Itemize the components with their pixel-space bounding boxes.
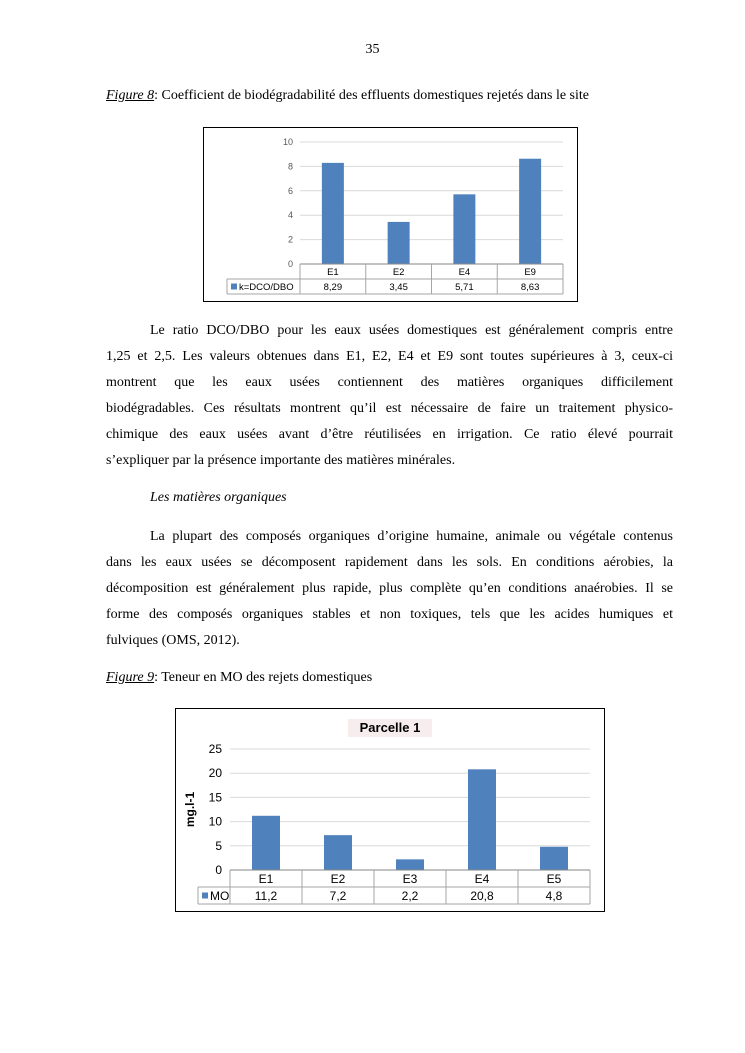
chart-title: Parcelle 1 [359,720,421,735]
bar [519,159,541,264]
figure-8-caption-text: : Coefficient de biodégradabilité des effluents domestiques rejetés dans le site [154,88,590,103]
data-label: 3,45 [389,282,408,293]
bar [322,163,344,264]
data-label: 11,2 [254,889,278,903]
paragraph-2-line [106,524,673,550]
bar [540,847,568,870]
subheading: Les matières organiques [150,490,287,505]
y-tick-label: 10 [282,137,293,147]
legend-key-icon [202,893,208,899]
y-tick-label: 0 [287,259,293,269]
paragraph-2-line: décomposition est généralement plus rapide, plus complète qu’en conditions anaérobies. Il se [106,581,673,596]
figure-8-caption [106,88,589,104]
chart-2 [176,709,604,911]
paragraph-2-line: forme des composés organiques stables et non toxiques, tels que les acides humiques et [106,607,673,622]
y-axis-label: mg.l-1 [183,791,197,828]
category-label: E2 [330,872,346,886]
y-tick-label: 15 [208,790,222,805]
paragraph-1-line-text: Le ratio DCO/DBO pour les eaux usées domestiques est généralement compris entre [150,323,673,338]
data-label: 20,8 [470,889,494,903]
y-tick-label: 6 [287,185,293,196]
bar [453,194,475,264]
data-label: 2,2 [401,889,419,903]
legend-label: k=DCO/DBO [239,282,294,293]
paragraph-1-line: biodégradables. Ces résultats montrent qu’il est nécessaire de faire un traitement physico- [106,401,673,416]
bar [388,222,410,264]
data-label: 4,8 [545,889,563,903]
bar [468,769,496,870]
figure-9-caption [106,670,372,686]
paragraph-1-line [106,318,673,344]
data-label: 8,29 [323,282,343,293]
category-label: E1 [327,267,339,278]
paragraph-1-line: s’expliquer par la présence importante des matières minérales. [106,453,456,468]
figure-9-caption-text: : Teneur en MO des rejets domestiques [154,670,373,685]
y-tick-label: 2 [287,234,293,245]
page-number: 35 [365,42,380,57]
y-tick-label: 8 [287,161,293,172]
y-tick-label: 25 [208,742,222,756]
paragraph-2-line: fulviques (OMS, 2012). [106,633,240,648]
paragraph-1-line: montrent que les eaux usées contiennent des matières organiques difficilement [106,375,673,390]
paragraph-1 [106,318,673,474]
data-label: 5,71 [455,282,474,293]
bar [396,859,424,870]
paragraph-1-line: chimique des eaux usées avant d’être réutilisées en irrigation. Ce ratio élevé pourrait [106,427,673,442]
legend-label: MO [210,889,230,903]
legend-key-icon [231,284,237,290]
category-label: E3 [402,872,418,886]
y-tick-label: 4 [287,210,293,221]
paragraph-2 [106,524,673,654]
paragraph-2-line-text: La plupart des composés organiques d’origine humaine, animale ou végétale contenus [150,529,673,544]
y-tick-label: 5 [215,838,222,853]
chart-1 [204,128,577,301]
bar [324,835,352,870]
y-tick-label: 20 [208,766,222,781]
category-label: E4 [458,267,471,278]
y-tick-label: 0 [215,863,222,877]
paragraph-1-line: 1,25 et 2,5. Les valeurs obtenues dans E1, E2, E4 et E9 sont toutes supérieures à 3, ceux-ci [106,349,673,364]
category-label: E9 [524,267,536,278]
category-label: E4 [474,872,490,886]
figure-9-label: Figure 9 [106,670,155,685]
data-label: 8,63 [520,282,540,293]
category-label: E2 [392,267,405,278]
chart-1-frame [203,127,578,302]
y-tick-label: 10 [208,814,222,829]
category-label: E5 [546,872,562,886]
figure-8-label: Figure 8 [106,88,155,103]
data-label: 7,2 [329,889,347,903]
paragraph-2-line: dans les eaux usées se décomposent rapidement dans les sols. En conditions aérobies, la [106,555,673,570]
category-label: E1 [258,872,274,886]
bar [252,816,280,870]
chart-2-frame [175,708,605,912]
